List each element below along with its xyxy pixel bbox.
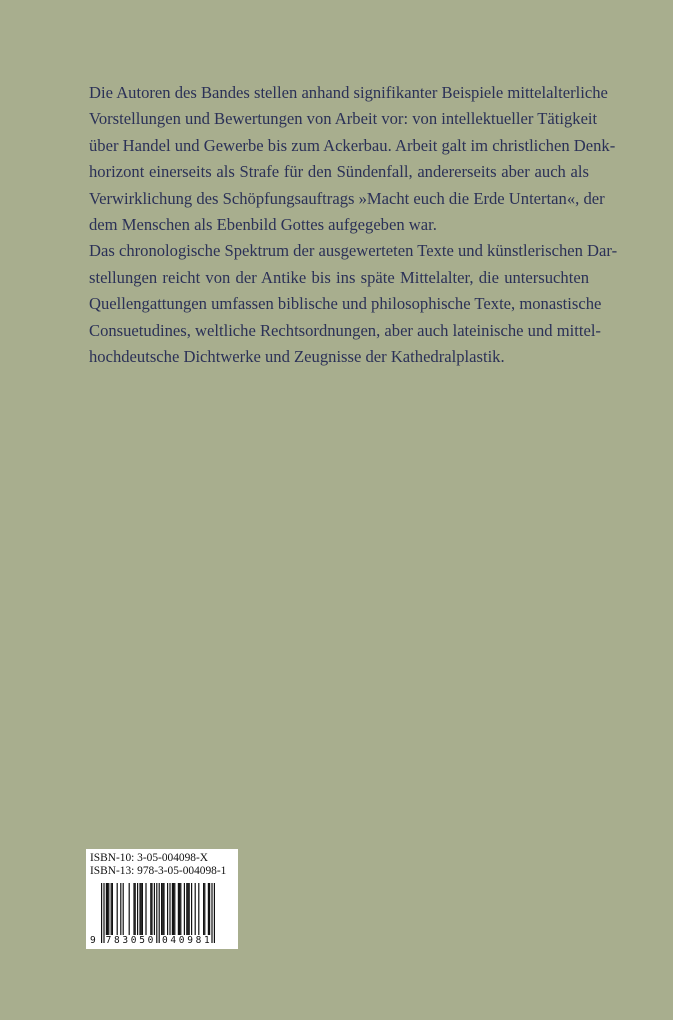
barcode-bar: [133, 883, 134, 935]
barcode-digit: 0: [178, 935, 185, 946]
barcode-bar: [139, 883, 140, 935]
barcode-bar: [179, 883, 180, 935]
barcode-bar: [156, 883, 157, 943]
barcode-bar: [209, 883, 210, 935]
barcode-bar: [103, 883, 104, 943]
barcode-digit: 7: [105, 935, 112, 946]
barcode-digit: 9: [90, 935, 96, 946]
barcode-bar: [214, 883, 215, 943]
blurb-paragraph-1: [89, 80, 616, 238]
isbn-10-label: ISBN-10: 3-05-004098-X: [90, 852, 209, 864]
barcode-bar: [106, 883, 107, 935]
barcode-digit: 0: [147, 935, 154, 946]
blurb-line: horizont einerseits als Strafe für den Sündenfall, andererseits aber auch als: [89, 162, 589, 182]
blurb-line: Verwirklichung des Schöpfungsauftrags »Macht euch die Erde Untertan«, der: [89, 188, 605, 208]
barcode-bar: [195, 883, 196, 935]
barcode-bar: [191, 883, 192, 935]
isbn-13-label: ISBN-13: 978-3-05-004098-1: [90, 865, 227, 877]
barcode-bar: [101, 883, 102, 943]
blurb-line: dem Menschen als Ebenbild Gottes aufgegeben war.: [89, 214, 437, 234]
barcode-bar: [173, 883, 174, 935]
barcode-bar: [189, 883, 190, 935]
barcode-bar: [107, 883, 108, 935]
back-cover-blurb: [89, 80, 618, 370]
barcode-digit: 4: [170, 935, 177, 946]
barcode-bar: [203, 883, 204, 935]
barcode-bar: [187, 883, 188, 935]
barcode-bar: [117, 883, 118, 935]
barcode-bar: [204, 883, 205, 935]
blurb-paragraph-2: [89, 238, 618, 370]
barcode-digit: 8: [195, 935, 202, 946]
barcode-bar: [186, 883, 187, 935]
barcode-digit: 3: [122, 935, 129, 946]
barcode-bar: [208, 883, 209, 935]
barcode-bar: [129, 883, 130, 935]
barcode-bar: [108, 883, 109, 935]
barcode-bar: [178, 883, 179, 935]
blurb-line: Die Autoren des Bandes stellen anhand signifikanter Beispiele mittelalterliche: [89, 83, 608, 102]
barcode-bar: [154, 883, 155, 935]
blurb-line: über Handel und Gewerbe bis zum Ackerbau. Arbeit galt im christlichen Denk-: [89, 135, 616, 155]
barcode-bar: [142, 883, 143, 935]
barcode-bar: [162, 883, 163, 935]
barcode-bar: [163, 883, 164, 935]
barcode-bar: [145, 883, 146, 935]
barcode-digits: [86, 935, 238, 947]
barcode-digit: 8: [114, 935, 120, 946]
blurb-line: Consuetudines, weltliche Rechtsordnungen, aber auch lateinische und mittel-: [89, 320, 601, 340]
barcode-digit: 0: [162, 935, 168, 946]
barcode-digit: 9: [187, 935, 193, 946]
barcode-bar: [135, 883, 136, 935]
barcode-digit: 1: [204, 935, 210, 946]
barcode-bar: [159, 883, 160, 943]
isbn-barcode-box: [86, 849, 238, 949]
barcode-bar: [167, 883, 168, 935]
barcode-bar: [180, 883, 181, 935]
barcode-bar: [198, 883, 199, 935]
barcode-bar: [112, 883, 113, 935]
barcode-bar: [169, 883, 170, 935]
blurb-line: Quellengattungen umfassen biblische und philosophische Texte, monastische: [89, 294, 602, 314]
barcode-bar: [137, 883, 138, 935]
barcode-bar: [123, 883, 124, 935]
barcode-bar: [120, 883, 121, 935]
barcode-bar: [172, 883, 173, 935]
barcode-bar: [111, 883, 112, 935]
barcode-digit: 5: [139, 935, 145, 946]
blurb-line: Vorstellungen und Bewertungen von Arbeit vor: von intellektueller Tätigkeit: [89, 109, 598, 129]
barcode-bar: [161, 883, 162, 935]
barcode-bar: [151, 883, 152, 935]
barcode-bar: [174, 883, 175, 935]
barcode-digit: 0: [130, 935, 137, 946]
barcode-bar: [184, 883, 185, 935]
barcode-bar: [150, 883, 151, 935]
barcode-bar: [211, 883, 212, 943]
barcode-bar: [141, 883, 142, 935]
blurb-line: Das chronologische Spektrum der ausgewerteten Texte und künstlerischen Dar-: [89, 241, 618, 261]
blurb-line: stellungen reicht von der Antike bis ins späte Mittelalter, die untersuchten: [89, 267, 589, 287]
blurb-line: hochdeutsche Dichtwerke und Zeugnisse der Kathedralplastik.: [89, 346, 505, 366]
